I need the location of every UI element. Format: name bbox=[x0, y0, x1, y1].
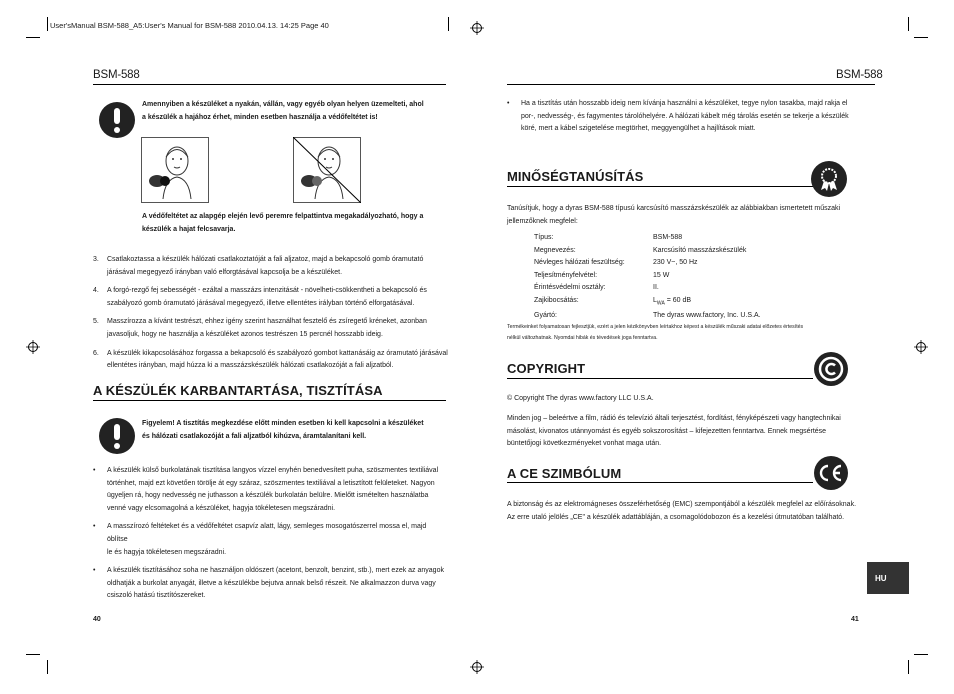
right-header-rule bbox=[507, 84, 875, 85]
registration-mark-icon bbox=[470, 21, 484, 35]
table-row: Megnevezés: Karcsúsító masszázskészülék bbox=[534, 246, 747, 254]
ce-body: A biztonság és az elektromágneses összeférhetőség (EMC) szempontjából a készülék megfelel az előírásoknak. Az erre utaló jelölés „CE" a készülék adattábláján, a csomagolódobozon és a kezelési útmutatóban található. bbox=[507, 501, 857, 521]
copyright-icon bbox=[814, 352, 848, 386]
list-item: 3. Csatlakoztassa a készülék hálózati csatlakoztatóját a fali aljzatoz, majd a bekapcsoló gomb óramutató járásával megegyező irányban való elforgtásával kapcsolja be a készüléket. bbox=[93, 256, 424, 276]
storage-bullet bbox=[507, 98, 875, 136]
slug-line: User'sManual BSM-588_A5:User's Manual for BSM-588 2010.04.13. 14:25 Page 40 bbox=[50, 21, 329, 30]
change-notice: Termékeinket folyamatosan fejlesztjük, ezért a jelen kézikönyvben leírtakhoz képest a készülék műszaki adatai előzetes értesítés nélkül változhatnak. Nyomdai hibák és tévedések joga fenntartva. bbox=[507, 324, 804, 341]
table-row: Típus: BSM-588 bbox=[534, 234, 683, 241]
certification-title: MINŐSÉGTANÚSÍTÁS bbox=[507, 169, 644, 184]
section-rule bbox=[93, 400, 446, 401]
crop-mark bbox=[908, 660, 909, 674]
table-row: Névleges hálózati feszültség: 230 V~, 50 Hz bbox=[534, 259, 698, 267]
left-header-rule bbox=[93, 84, 446, 85]
ce-mark-icon bbox=[814, 456, 848, 490]
woman-without-guard-illustration bbox=[293, 137, 361, 203]
crop-mark bbox=[914, 654, 928, 655]
exclamation-icon bbox=[99, 418, 135, 454]
warning-text-1: Amennyiben a készüléket a nyakán, vállán, vagy egyéb olyan helyen üzemelteti, ahol a készülék a hajához érhet, minden esetben használja a védőfeltétet is! bbox=[142, 101, 424, 121]
cleaning-bullets bbox=[93, 465, 448, 603]
section-rule bbox=[507, 378, 813, 379]
copyright-title: COPYRIGHT bbox=[507, 361, 586, 376]
copyright-body: Minden jog – beleértve a film, rádió és televízió általi terjesztést, fordítást, fényképészeti vagy hangtechnikai másolást, kivonatos utánnyomást és egyéb sokszorosítást – kifejezetten fenntartva. Ennek megsértése büntetőjogi következményeket vonhat maga után. bbox=[507, 415, 841, 448]
crop-mark bbox=[908, 17, 909, 31]
section-rule bbox=[507, 186, 813, 187]
list-item: • Ha a tisztítás után hosszabb ideig nem kívánja használni a készüléket, tegye nylon tasakba, majd rakja el por-, nedvesség-, és fagymentes tárolóhelyére. A hálózati kábelt még tárolás esetén se tekerje a készülék köré, mert a kábel szigetelése megtörhet, meggyengülhet a hajlítások miatt. bbox=[507, 100, 849, 133]
rosette-icon bbox=[810, 160, 848, 198]
list-item: • A készülék tisztításához soha ne használjon oldószert (acetont, benzolt, benzint, stb.), mert ezek az anyagok oldhatják a burkolat anyagát, illetve a készülékbe bejutva annak belső részeit. Ne alkalmazzon durva vagy csiszoló hatású tisztítószereket. bbox=[93, 567, 444, 600]
registration-mark-icon bbox=[470, 660, 484, 674]
left-model-label: BSM-588 bbox=[93, 69, 140, 81]
maintenance-section-title: A KÉSZÜLÉK KARBANTARTÁSA, TISZTÍTÁSA bbox=[93, 383, 383, 398]
list-item: 4. A forgó-rezgő fej sebességét - ezáltal a masszázs intenzitását - növelheti-csökkentheti a bekapcsoló és szabályozó gomb óramutató járásával megegyező, illetve ellentétes irályban történő elforgatásával. bbox=[93, 287, 427, 307]
table-row: Gyártó: The dyras www.factory, Inc. U.S.A. bbox=[534, 311, 761, 319]
steps-list bbox=[93, 254, 448, 373]
ce-title: A CE SZIMBÓLUM bbox=[507, 466, 622, 481]
warning-text-2: Figyelem! A tisztítás megkezdése előtt minden esetben ki kell kapcsolni a készüléket és hálózati csatlakozóját a fali aljzatból kihúzva, áramtalanítani kell. bbox=[142, 420, 424, 440]
list-item: • A készülék külső burkolatának tisztítása langyos vízzel enyhén benedvesített puha, szöszmentes textiliával történhet, majd ezt követően törölje át egy száraz, szöszmentes textiliával a letisztított felületeket. Nagyon ügyeljen rá, hogy nedvesség ne juthasson a készülék burkolatán belülre. Mielőtt ismételten használatba venné vagy elcsomagolná a készüléket, hagyja tökéletesen megszáradni. bbox=[93, 467, 439, 512]
table-row: Teljesítményfelvétel: 15 W bbox=[534, 271, 670, 279]
section-rule bbox=[507, 482, 813, 483]
copyright-line: © Copyright The dyras www.factory LLC U.S.A. bbox=[507, 395, 654, 402]
language-tab: HU bbox=[867, 562, 909, 594]
table-row: Érintésvédelmi osztály: II. bbox=[534, 284, 659, 292]
right-model-label: BSM-588 bbox=[836, 69, 883, 81]
noise-value: $L_{WA} = 60$ dB bbox=[653, 296, 692, 307]
left-page-number: 40 bbox=[93, 616, 101, 623]
crop-mark bbox=[26, 37, 40, 38]
spec-table bbox=[534, 232, 864, 323]
crop-mark bbox=[47, 660, 48, 674]
registration-mark-icon bbox=[26, 340, 40, 354]
registration-mark-icon bbox=[914, 340, 928, 354]
woman-with-massager-illustration bbox=[141, 137, 209, 203]
crop-mark bbox=[914, 37, 928, 38]
table-row: Zajkibocsátás: $L_{WA} = 60$ dB bbox=[534, 295, 864, 310]
list-item: • A masszírozó feltéteket és a védőfeltétet csapvíz alatt, lágy, semleges mosogatószerrel mossa el, majd öblítse le és hagyja tökéletesen megszáradni. bbox=[93, 523, 427, 556]
exclamation-icon bbox=[99, 102, 135, 138]
guard-caption: A védőfeltétet az alapgép elején levő peremre felpattintva megakadályozható, hogy a készülék a hajat felcsavarja. bbox=[142, 213, 424, 233]
crop-mark bbox=[26, 654, 40, 655]
certification-intro: Tanúsítjuk, hogy a dyras BSM-588 típusú karcsúsító masszázskészülék az alábbiakban ismertetett műszaki jellemzőknek megfelel: bbox=[507, 205, 841, 225]
list-item: 5. Masszírozza a kívánt testrészt, ehhez igény szerint használhat fesztelő és zsíregető kréneket, azonban javasoljuk, hogy ne használja a készüléket azonos testrészen 15 percnél hosszabb ideig. bbox=[93, 318, 427, 338]
list-item: 6. A készülék kikapcsolásához forgassa a bekapcsoló és szabályozó gombot kattanásáig az óramutató járásával ellentétes irányban, majd húzza ki a masszázskészülék hálózati csatlakozóját a fali aljzatból. bbox=[93, 349, 448, 370]
right-page-number: 41 bbox=[851, 616, 859, 623]
